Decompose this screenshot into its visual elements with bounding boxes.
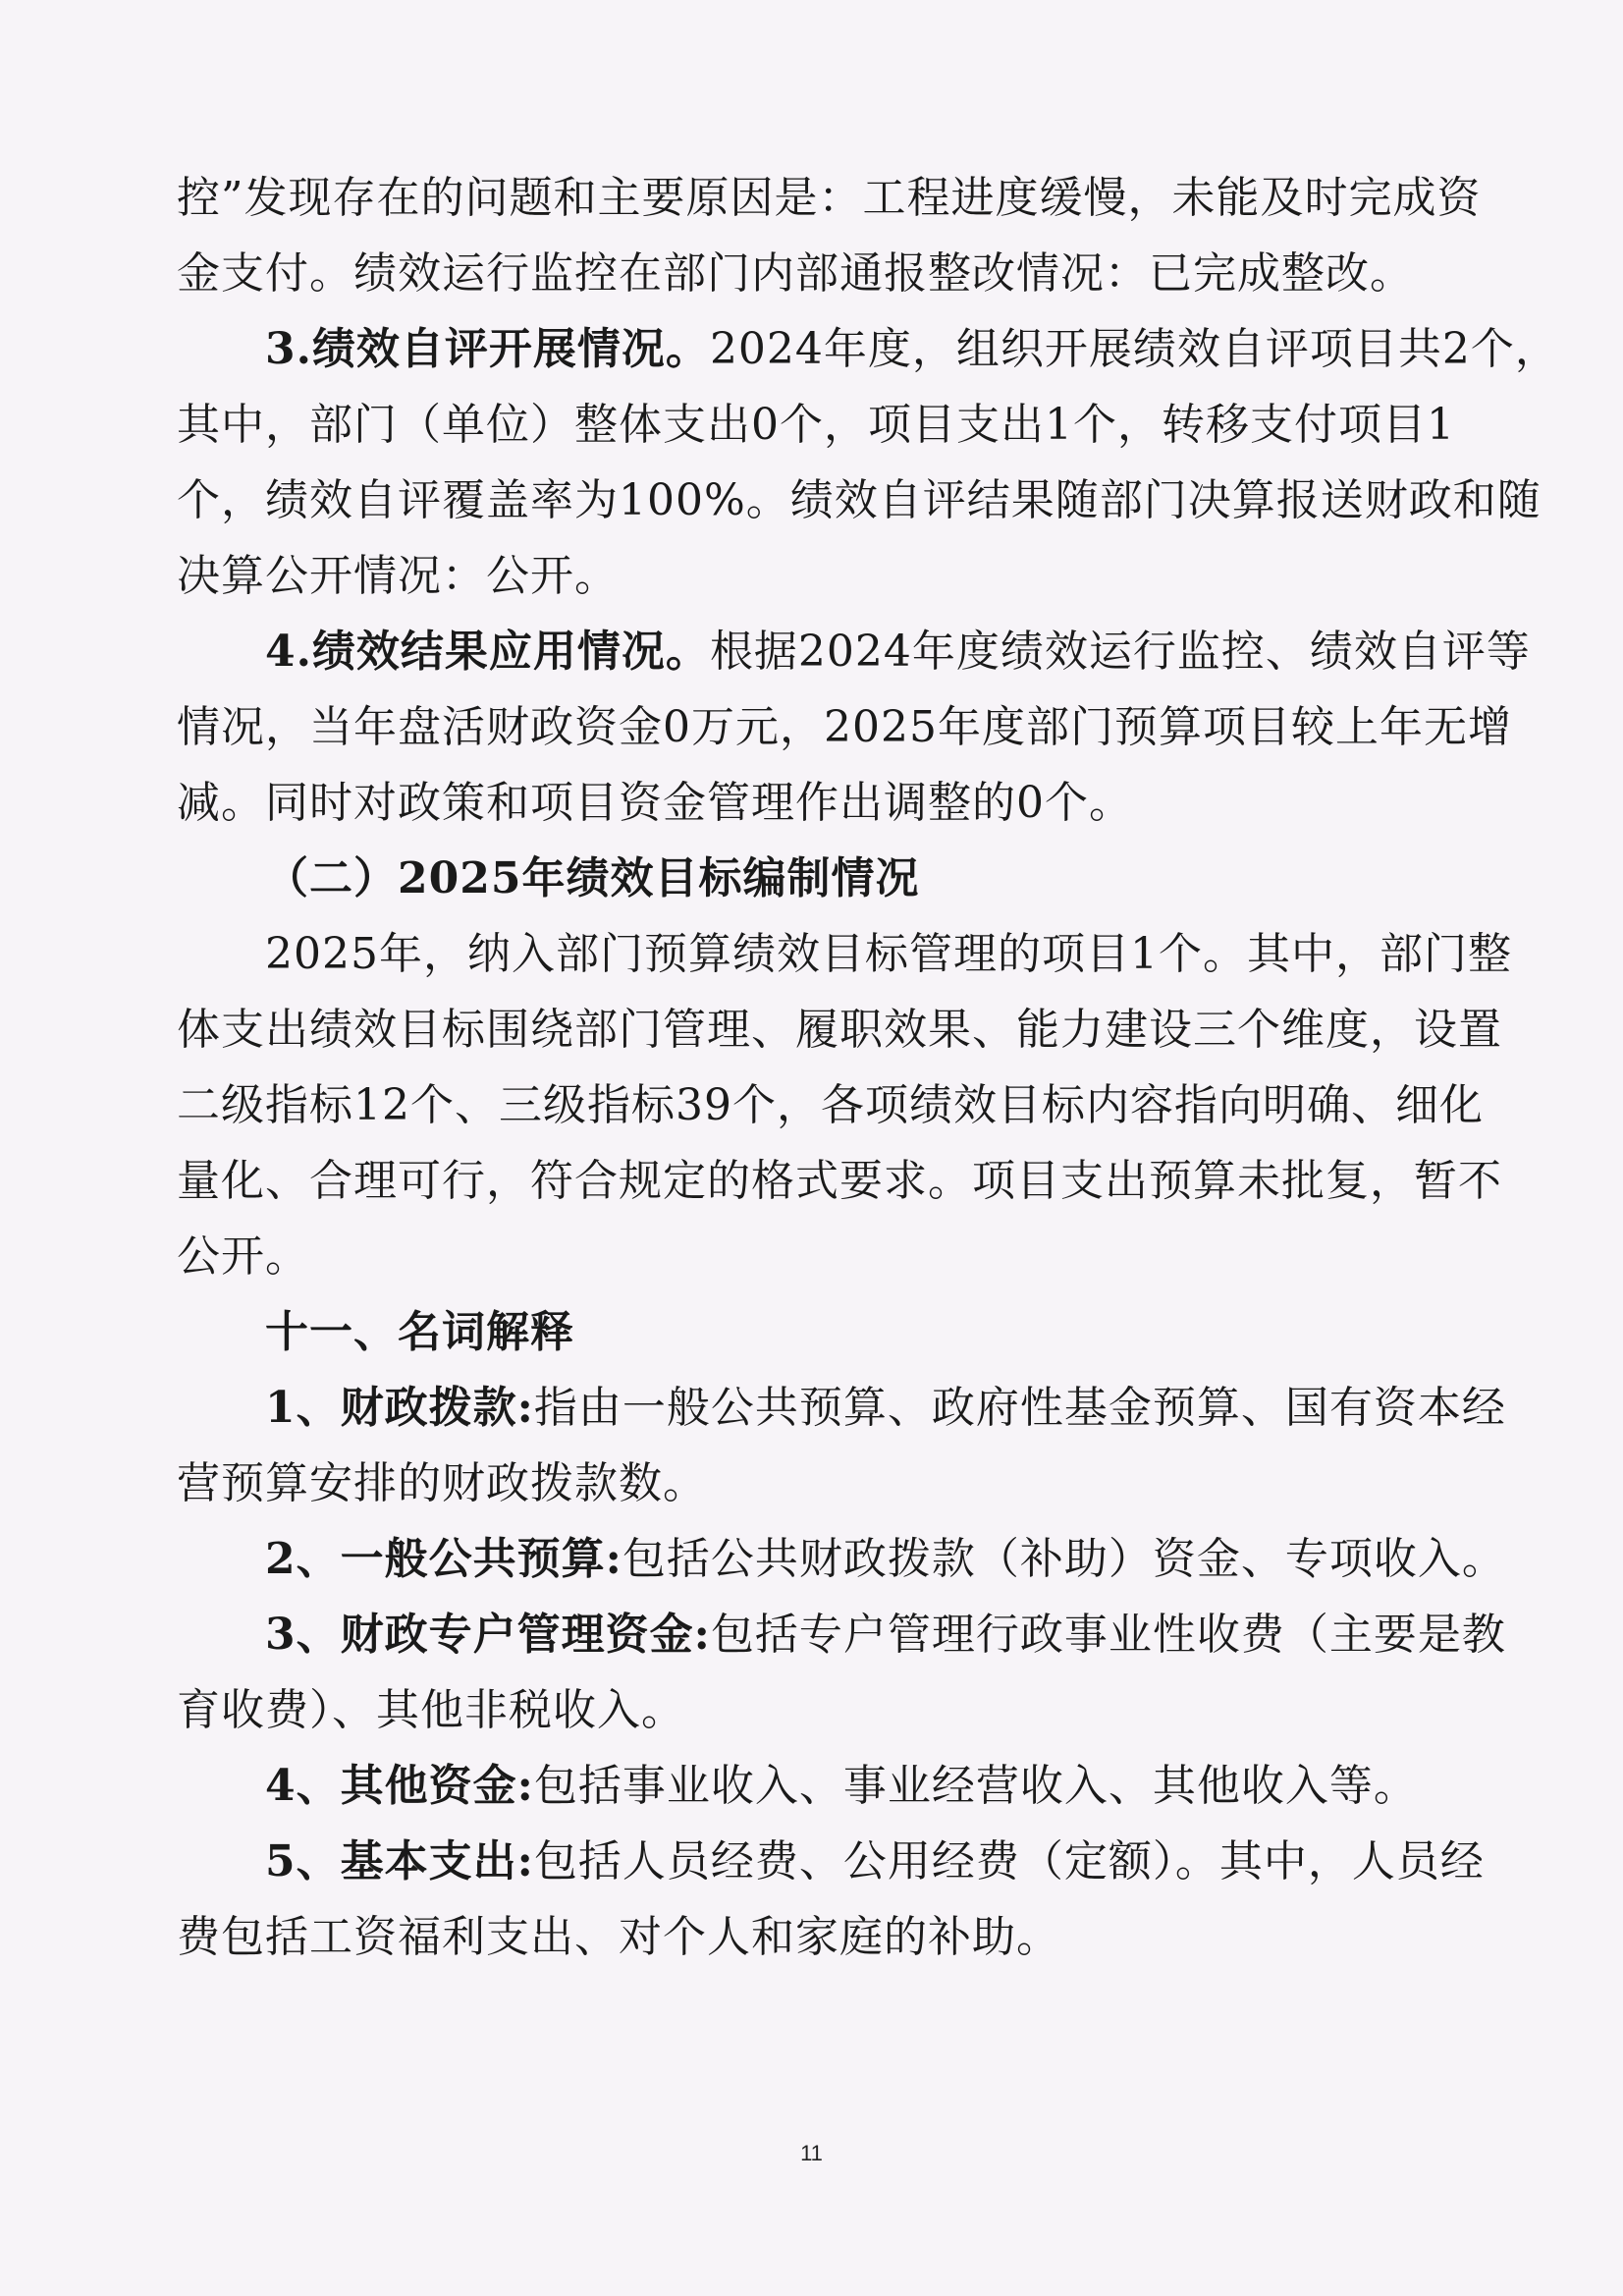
- line-text: 根据2024年度绩效运行监控、绩效自评等: [709, 627, 1531, 677]
- term-definition: [265, 1757, 1418, 1816]
- bold-term: 2、一般公共预算:: [265, 1534, 622, 1584]
- line-text: 育收费）、其他非税收入。: [177, 1685, 685, 1735]
- text-line: [177, 1001, 1502, 1060]
- text-line: [177, 169, 1482, 228]
- bold-term: 1、财政拨款:: [265, 1383, 534, 1433]
- text-line: [265, 320, 1559, 379]
- line-text: 体支出绩效目标围绕部门管理、履职效果、能力建设三个维度，设置: [177, 1005, 1502, 1055]
- term-definition: [265, 1379, 1506, 1438]
- bold-term: 4、其他资金:: [265, 1761, 534, 1811]
- term-definition: [265, 1832, 1485, 1891]
- line-text: 二级指标12个、三级指标39个，各项绩效目标内容指向明确、细化: [177, 1080, 1484, 1130]
- text-line: [177, 1908, 1060, 1967]
- chapter-heading: [265, 1303, 574, 1362]
- section-heading: [265, 849, 919, 908]
- text-line: [177, 1454, 707, 1513]
- line-text: 指由一般公共预算、政府性基金预算、国有资本经: [533, 1383, 1506, 1433]
- line-text: 情况，当年盘活财政资金0万元，2025年度部门预算项目较上年无增: [177, 702, 1512, 752]
- line-text: 包括事业收入、事业经营收入、其他收入等。: [533, 1761, 1418, 1811]
- line-text: 个，绩效自评覆盖率为100%。绩效自评结果随部门决算报送财政和随: [177, 475, 1542, 525]
- line-text: 决算公开情况：公开。: [177, 551, 619, 601]
- line-text: 其中，部门（单位）整体支出0个，项目支出1个，转移支付项目1: [177, 400, 1455, 450]
- text-line: [265, 623, 1531, 682]
- bold-term: 5、基本支出:: [265, 1836, 534, 1886]
- text-line: [177, 1152, 1502, 1211]
- text-line: [177, 245, 1414, 303]
- line-text: 控”发现存在的问题和主要原因是：工程进度缓慢，未能及时完成资: [177, 173, 1482, 223]
- line-text: 公开。: [177, 1231, 309, 1282]
- text-line: [177, 471, 1542, 530]
- line-text: 营预算安排的财政拨款数。: [177, 1458, 707, 1508]
- bold-term: （二）2025年绩效目标编制情况: [265, 853, 920, 903]
- bold-term: 4.绩效结果应用情况。: [265, 627, 710, 677]
- line-text: 金支付。绩效运行监控在部门内部通报整改情况：已完成整改。: [177, 248, 1414, 299]
- text-line: [177, 1076, 1484, 1135]
- text-line: [177, 547, 619, 606]
- line-text: 量化、合理可行，符合规定的格式要求。项目支出预算未批复，暂不: [177, 1156, 1502, 1206]
- bold-term: 十一、名词解释: [265, 1307, 574, 1357]
- line-text: 费包括工资福利支出、对个人和家庭的补助。: [177, 1912, 1060, 1962]
- term-definition: [265, 1530, 1506, 1589]
- line-text: 包括公共财政拨款（补助）资金、专项收入。: [622, 1534, 1506, 1584]
- text-line: [265, 925, 1512, 984]
- page-number: 11: [800, 2141, 823, 2165]
- term-definition: [265, 1606, 1506, 1665]
- text-line: [177, 396, 1455, 455]
- text-line: [177, 1228, 309, 1286]
- line-text: 2025年，纳入部门预算绩效目标管理的项目1个。其中，部门整: [265, 929, 1512, 979]
- text-line: [177, 1681, 685, 1740]
- text-line: [177, 774, 1133, 833]
- line-text: 减。同时对政策和项目资金管理作出调整的0个。: [177, 778, 1133, 828]
- text-line: [177, 698, 1512, 757]
- line-text: 包括专户管理行政事业性收费（主要是教: [710, 1610, 1506, 1660]
- bold-term: 3、财政专户管理资金:: [265, 1610, 711, 1660]
- line-text: 包括人员经费、公用经费（定额）。其中，人员经: [533, 1836, 1485, 1886]
- line-text: 2024年度，组织开展绩效自评项目共2个，: [709, 324, 1559, 374]
- bold-term: 3.绩效自评开展情况。: [265, 324, 710, 374]
